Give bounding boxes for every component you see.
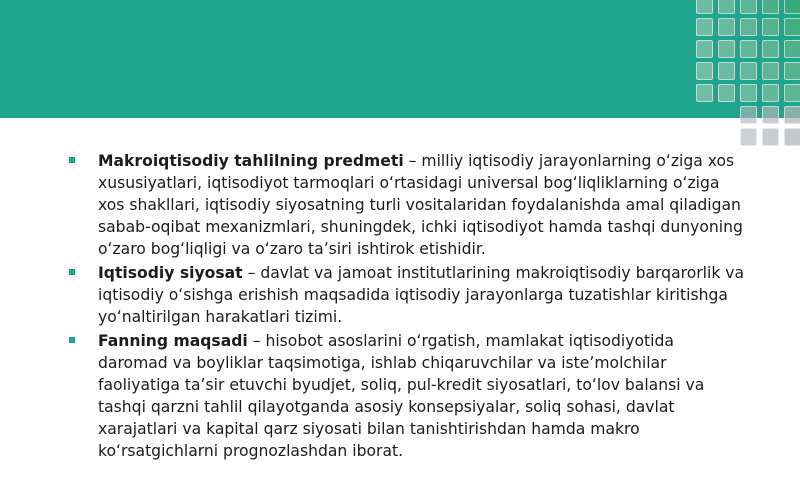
header-band: [0, 0, 800, 118]
decorative-tile-grid: [696, 0, 800, 146]
bullet-text: – davlat va jamoat institutlarining makroiqtisodiy barqarorlik va iqtisodiy oʻsishga erishish maqsadida iqtisodiy jarayonlarga tuzatishlar kiritishga yoʻnaltirilgan harakatlari tizimi.: [98, 264, 745, 326]
decorative-tile: [762, 0, 779, 14]
decorative-tile: [718, 62, 735, 80]
bullet-item: [66, 150, 746, 260]
decorative-tile: [696, 18, 713, 36]
decorative-tile: [718, 18, 735, 36]
decorative-tile: [740, 18, 757, 36]
bullet-term: Fanning maqsadi: [98, 332, 248, 350]
decorative-tile: [762, 128, 779, 146]
bullet-square-icon: [69, 337, 75, 343]
decorative-tile: [740, 106, 757, 124]
decorative-tile: [718, 0, 735, 14]
bullet-term: Makroiqtisodiy tahlilning predmeti: [98, 152, 404, 170]
decorative-tile: [762, 106, 779, 124]
decorative-tile: [784, 62, 800, 80]
decorative-tile: [740, 128, 757, 146]
bullet-item: [66, 262, 746, 328]
decorative-tile: [784, 18, 800, 36]
bullet-square-icon: [69, 157, 75, 163]
bullet-term: Iqtisodiy siyosat: [98, 264, 243, 282]
bullet-item: [66, 330, 746, 462]
decorative-tile: [718, 84, 735, 102]
decorative-tile: [762, 84, 779, 102]
decorative-tile: [784, 84, 800, 102]
decorative-tile: [740, 40, 757, 58]
decorative-tile: [784, 106, 800, 124]
decorative-tile: [762, 62, 779, 80]
decorative-tile: [696, 84, 713, 102]
decorative-tile: [784, 40, 800, 58]
bullet-text: – hisobot asoslarini oʻrgatish, mamlakat iqtisodiyotida daromad va boyliklar taqsimotiga, ishlab chiqaruvchilar va isteʼmolchilar faoliyatiga taʼsir etuvchi byudjet, soliq, pul-kredit siyosatlari, toʻlov balansi va tashqi qarzni tahlil qilayotganda asosiy konsepsiyalar, soliq sohasi, davlat xarajatlari va kapital qarz siyosati bilan tanishtirishdan hamda makro koʻrsatgichlarni prognozlashdan iborat.: [98, 332, 705, 460]
decorative-tile: [740, 62, 757, 80]
decorative-tile: [762, 18, 779, 36]
decorative-tile: [784, 128, 800, 146]
decorative-tile: [696, 0, 713, 14]
slide-content: [66, 150, 746, 464]
decorative-tile: [762, 40, 779, 58]
decorative-tile: [784, 0, 800, 14]
decorative-tile: [718, 40, 735, 58]
decorative-tile: [740, 0, 757, 14]
bullet-square-icon: [69, 269, 75, 275]
bullet-text: – milliy iqtisodiy jarayonlarning oʻziga xos xususiyatlari, iqtisodiyot tarmoqlari oʻrtasidagi universal bogʻliqliklarning oʻziga xos shakllari, iqtisodiy siyosatning turli vositalaridan foydalanishda amal qiladigan sabab-oqibat mexanizmlari, shuningdek, ichki iqtisodiyot hamda tashqi dunyoning oʻzaro bogʻliqligi va oʻzaro taʼsiri ishtirok etishidir.: [98, 152, 743, 258]
decorative-tile: [740, 84, 757, 102]
decorative-tile: [696, 62, 713, 80]
decorative-tile: [696, 40, 713, 58]
